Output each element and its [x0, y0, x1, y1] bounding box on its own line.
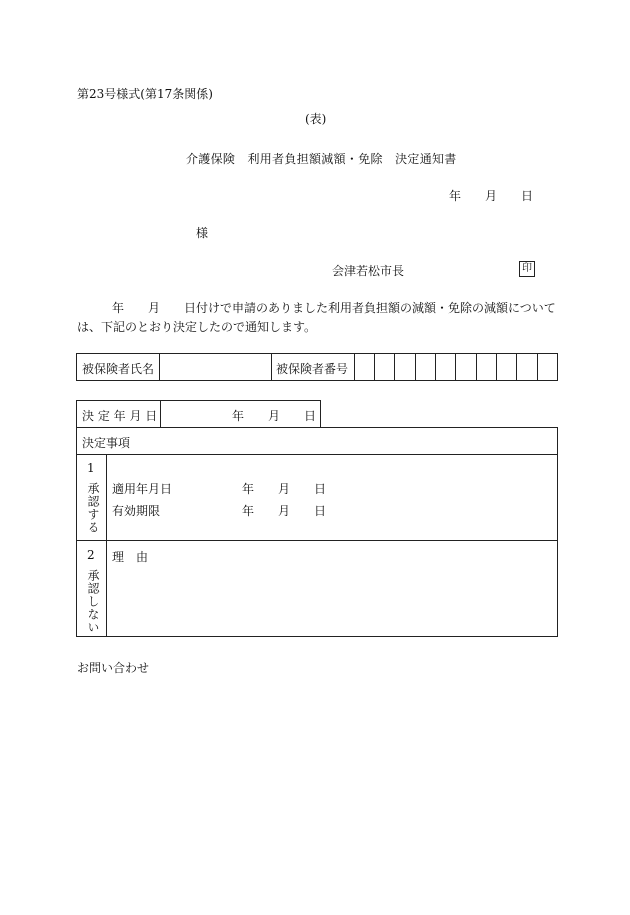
divider: [76, 454, 558, 455]
date-month: 月: [485, 189, 498, 203]
digit-divider: [415, 353, 416, 381]
digit-divider: [455, 353, 456, 381]
insured-number-label: 被保険者番号: [276, 362, 349, 376]
body-line2: は、下記のとおり決定したので通知します。: [77, 320, 317, 334]
decision-year: 年: [232, 409, 245, 423]
seal-stamp: 印: [519, 261, 535, 277]
divider: [106, 454, 107, 637]
decision-date-label: 決 定 年 月 日: [82, 409, 158, 423]
applied-month: 月: [278, 482, 291, 496]
applied-date-label: 適用年月日: [112, 482, 173, 496]
approve-number: 1: [87, 461, 95, 475]
decision-day: 日: [304, 409, 317, 423]
recipient-suffix: 様: [196, 226, 209, 240]
divider: [160, 400, 161, 428]
reject-number: 2: [87, 548, 95, 562]
issuer-name: 会津若松市長: [332, 264, 405, 278]
digit-divider: [496, 353, 497, 381]
form-number: 第23号様式(第17条関係): [77, 87, 213, 101]
digit-divider: [516, 353, 517, 381]
insured-name-label: 被保険者氏名: [82, 362, 155, 376]
body-line1: 日付けで申請のありました利用者負担額の減額・免除の減額について: [184, 301, 556, 315]
body-month: 月: [148, 301, 161, 315]
body-year: 年: [112, 301, 125, 315]
applied-day: 日: [314, 482, 327, 496]
valid-year: 年: [242, 504, 255, 518]
decision-month: 月: [268, 409, 281, 423]
decision-matters-table: [76, 427, 558, 637]
digit-divider: [394, 353, 395, 381]
side-label: (表): [305, 112, 327, 126]
date-year: 年: [449, 189, 462, 203]
digit-divider: [374, 353, 375, 381]
valid-month: 月: [278, 504, 291, 518]
valid-until-label: 有効期限: [112, 504, 161, 518]
reject-label: 承認しない: [86, 569, 100, 634]
divider: [271, 353, 272, 381]
valid-day: 日: [314, 504, 327, 518]
digit-divider: [537, 353, 538, 381]
digit-divider: [354, 353, 355, 381]
digit-divider: [435, 353, 436, 381]
digit-divider: [476, 353, 477, 381]
reason-label: 理 由: [112, 550, 149, 564]
divider: [76, 540, 558, 541]
document-title: 介護保険 利用者負担額減額・免除 決定通知書: [186, 152, 457, 166]
approve-label: 承認する: [86, 482, 100, 534]
decision-matters-label: 決定事項: [82, 436, 131, 450]
insured-name-field[interactable]: [160, 354, 270, 380]
date-day: 日: [521, 189, 534, 203]
contact-label: お問い合わせ: [77, 661, 150, 675]
applied-year: 年: [242, 482, 255, 496]
